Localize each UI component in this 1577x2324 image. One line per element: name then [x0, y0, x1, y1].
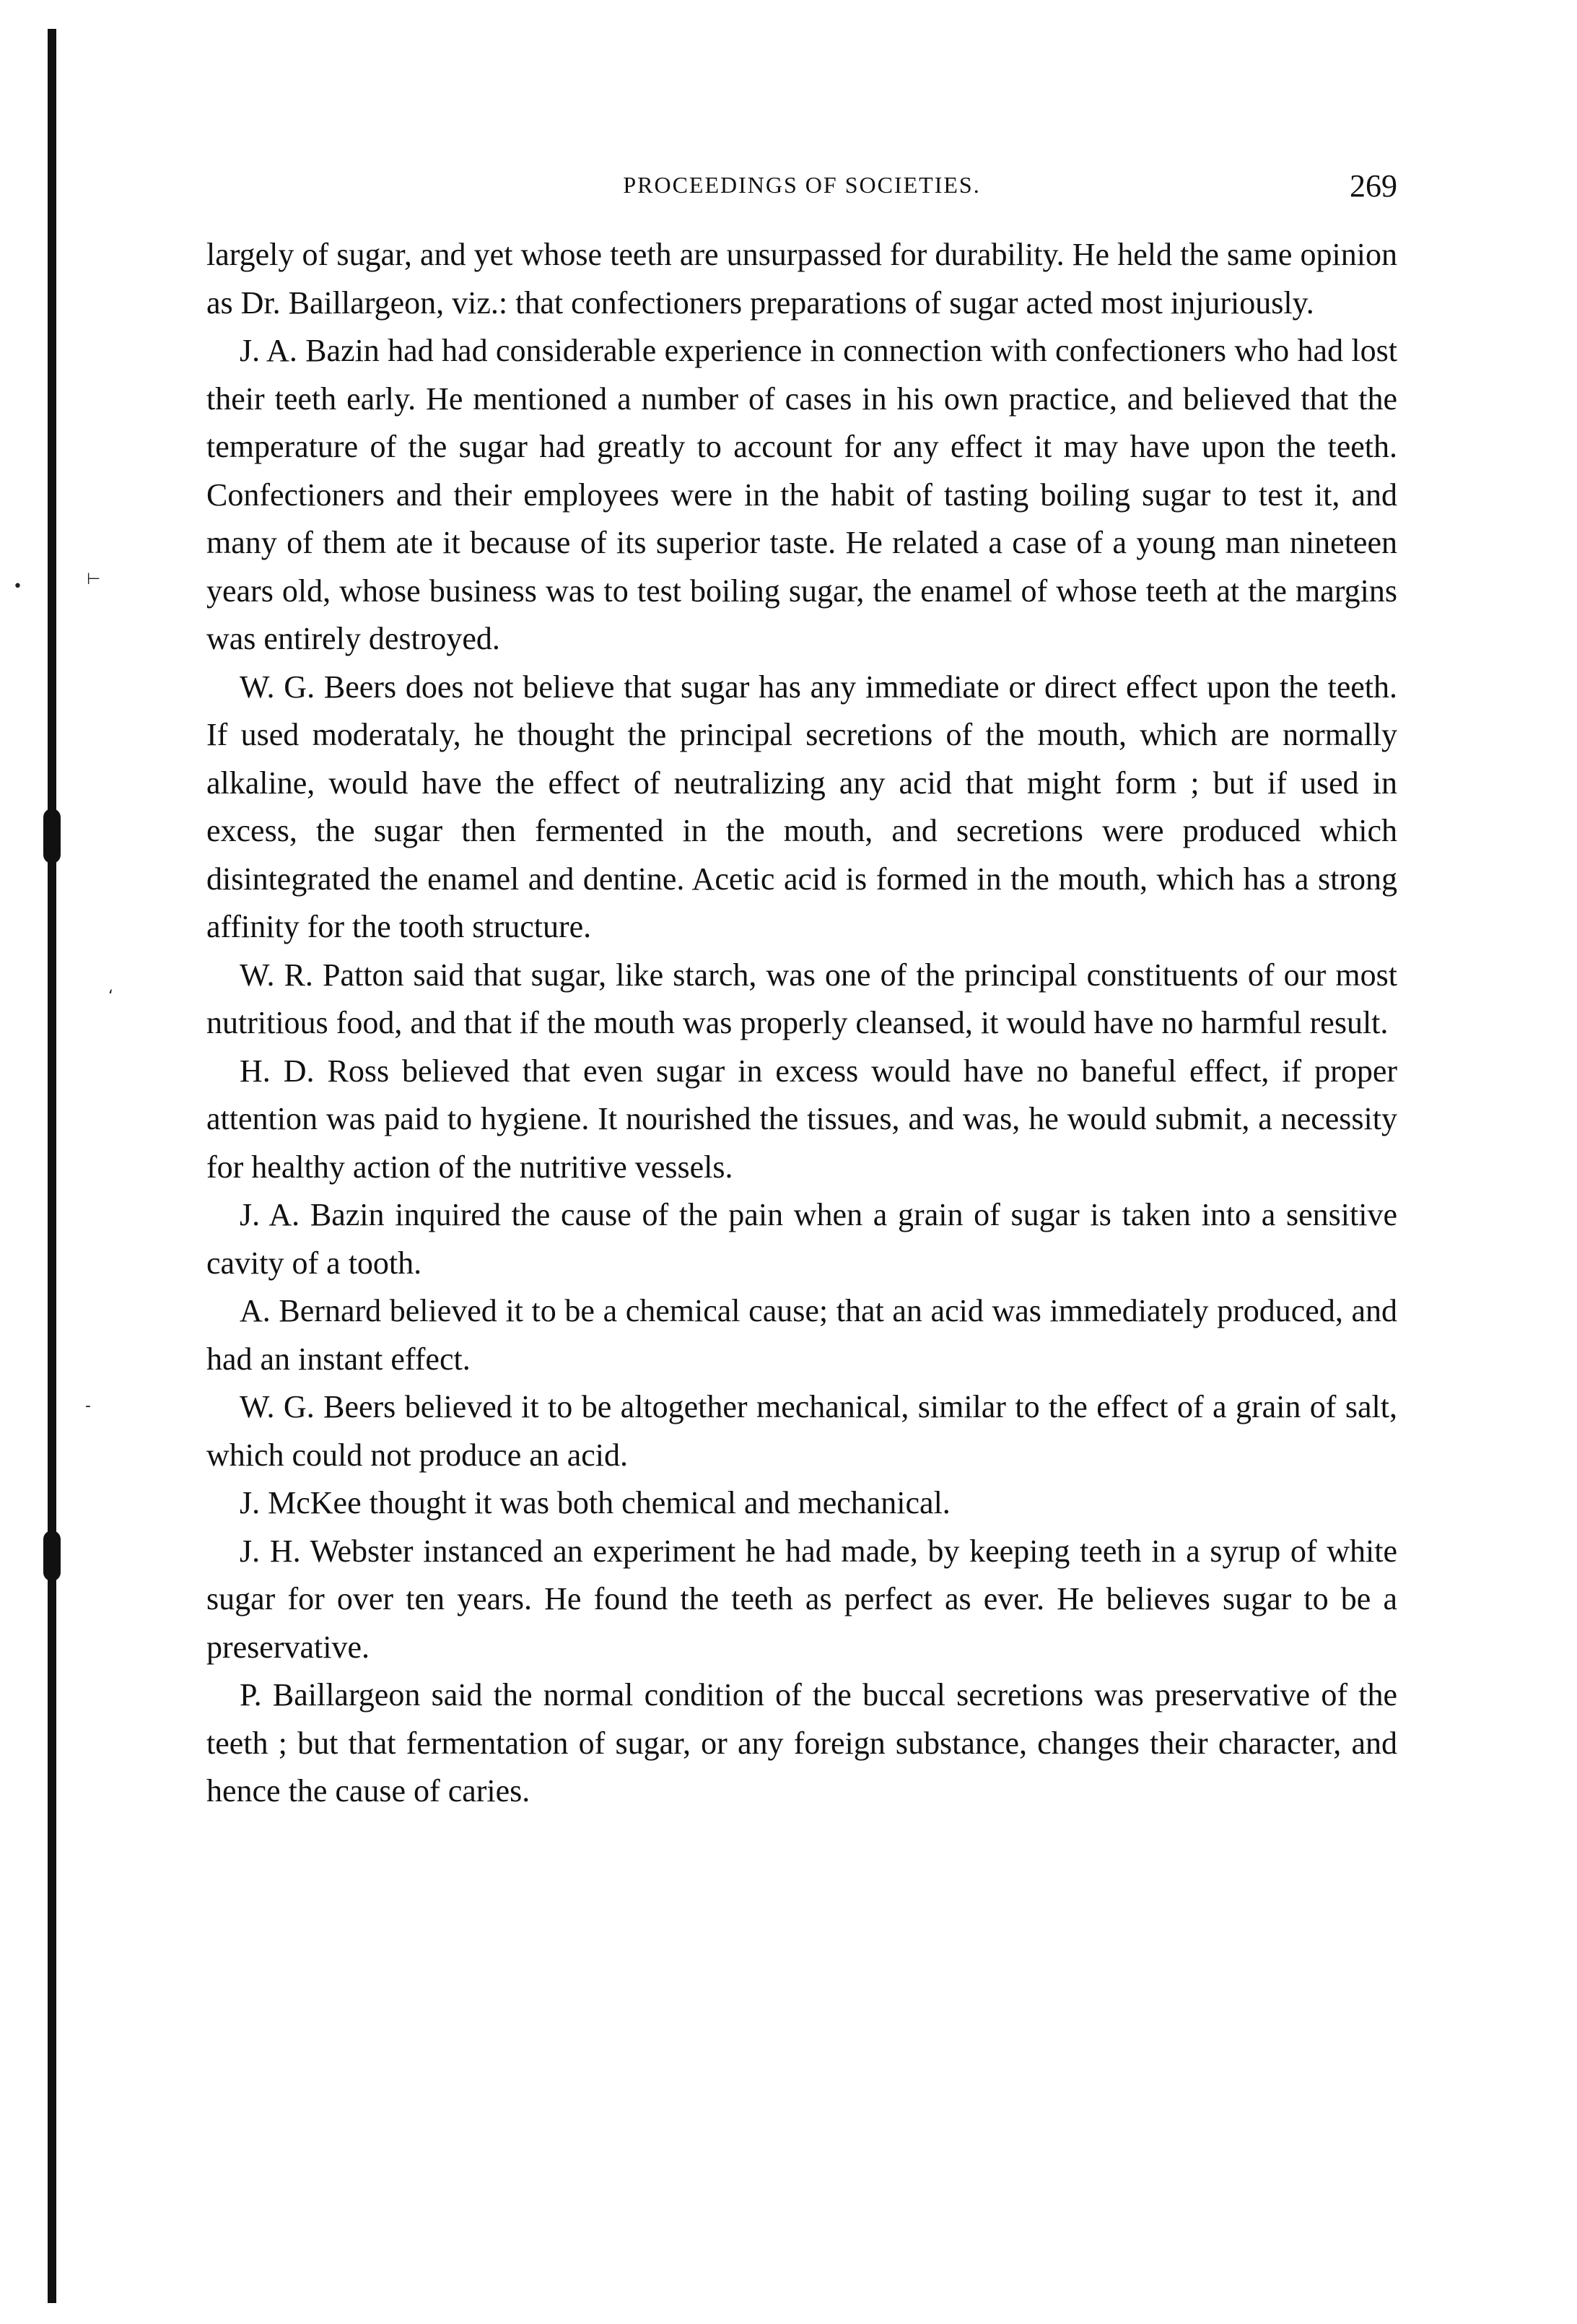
paragraph-continuation: largely of sugar, and yet whose teeth are unsurpassed for durability. He held the same opinion as Dr. Baillargeon, viz.: that confectioners preparations of sugar acted most injuriously. — [206, 237, 1397, 321]
paragraph-bazin-1: J. A. Bazin had had considerable experience in connection with confectioners who had lost their teeth early. He mentioned a number of cases in his own practice, and believed that the temperature of the sugar had greatly to account for any effect it may have upon the teeth. Confectioners and their employees were in the habit of tasting boiling sugar to test it, and many of them ate it because of its superior taste. He related a case of a young man nineteen years old, whose business was to test boiling sugar, the enamel of whose teeth at the margins was entirely destroyed. — [206, 333, 1397, 656]
paragraph-webster: J. H. Webster instanced an experiment he had made, by keeping teeth in a syrup of white sugar for over ten years. He found the teeth as perfect as ever. He believes sugar to be a preservative. — [206, 1533, 1397, 1665]
margin-mark-1: • — [13, 578, 22, 596]
margin-mark-2: ⊢ — [87, 570, 101, 588]
book-page — [206, 168, 1397, 1816]
paragraph-ross: H. D. Ross believed that even sugar in excess would have no baneful effect, if proper attention was paid to hygiene. It nourished the tissues, and was, he would submit, a necessity for healthy action of the nutritive vessels. — [206, 1053, 1397, 1185]
running-title: PROCEEDINGS OF SOCIETIES. — [623, 172, 981, 198]
paragraph-patton: W. R. Patton said that sugar, like starch, was one of the principal constituents of our most nutritious food, and that if the mouth was properly cleansed, it would have no harmful result. — [206, 957, 1397, 1040]
binding-edge — [48, 29, 56, 2303]
margin-mark-3: ‘ — [108, 988, 113, 1006]
paragraph-bernard: A. Bernard believed it to be a chemical cause; that an acid was immediately produced, and had an instant effect. — [206, 1293, 1397, 1377]
paragraph-beers-1: W. G. Beers does not believe that sugar has any immediate or direct effect upon the teeth. If used moderataly, he thought the principal secretions of the mouth, which are normally alkaline, would have the effect of neutralizing any acid that might form ; but if used in excess, the sugar then fermented in the mouth, and secretions were produced which disintegrated the enamel and dentine. Acetic acid is formed in the mouth, which has a strong affinity for the tooth structure. — [206, 669, 1397, 944]
body-text — [206, 231, 1397, 1816]
binding-blot-lower — [43, 1531, 61, 1581]
paragraph-beers-2: W. G. Beers believed it to be altogether mechanical, similar to the effect of a grain of salt, which could not produce an acid. — [206, 1389, 1397, 1473]
page-number: 269 — [1350, 168, 1397, 204]
paragraph-baillargeon: P. Baillargeon said the normal condition of the buccal secretions was preservative of the teeth ; but that fermentation of sugar, or any foreign substance, changes their character, and hence the cause of caries. — [206, 1677, 1397, 1809]
binding-blot-upper — [43, 809, 61, 863]
running-head — [206, 168, 1397, 218]
margin-mark-4: - — [85, 1397, 91, 1415]
paragraph-bazin-2: J. A. Bazin inquired the cause of the pain when a grain of sugar is taken into a sensitive cavity of a tooth. — [206, 1197, 1397, 1281]
paragraph-mckee: J. McKee thought it was both chemical and mechanical. — [240, 1485, 951, 1520]
